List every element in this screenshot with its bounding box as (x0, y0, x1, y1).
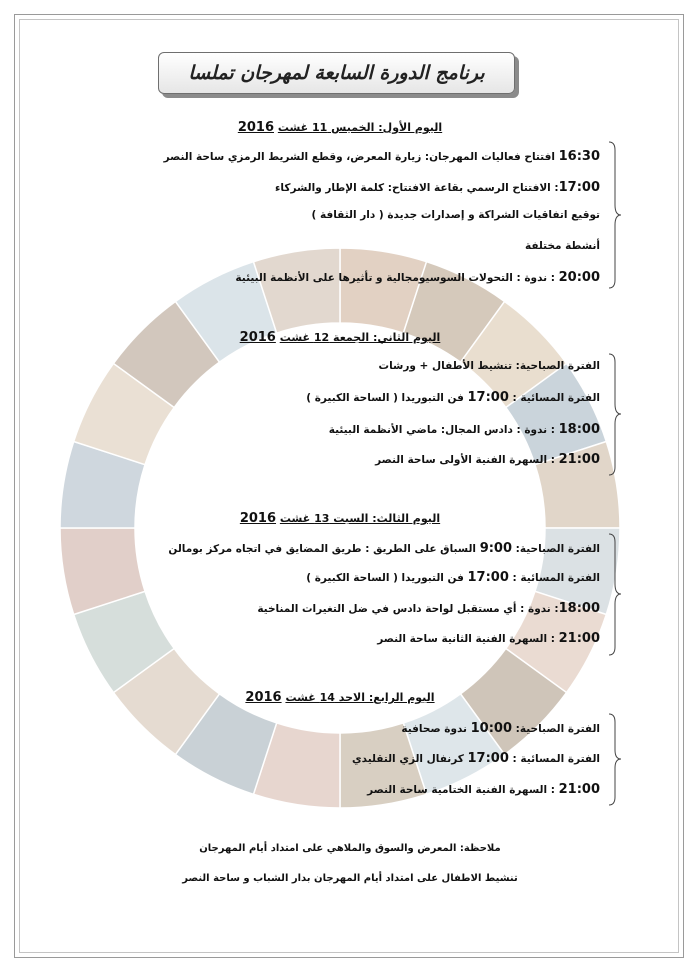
event-text: : ندوة : دادس المجال: ماضي الأنظمة البيئية (328, 424, 559, 436)
event-time: 17:00 (558, 180, 600, 195)
day-2-year: 2016 (239, 330, 276, 345)
event-text: ندوة صحافية (401, 723, 471, 735)
day-4-year: 2016 (245, 690, 282, 705)
event-text: كرنفال الزي التقليدي (352, 753, 468, 765)
day-4-heading-text: اليوم الرابع: الاحد 14 غشت (285, 691, 435, 704)
day-2-event-1 (379, 360, 600, 372)
event-time: 17:00 (467, 751, 509, 766)
day-1-event-1 (164, 149, 600, 164)
page-title: برنامج الدورة السابعة لمهرجان تملسا (188, 62, 485, 84)
day-1-event-4 (525, 240, 600, 252)
day-4-event-1 (401, 721, 600, 736)
event-time: 21:00 (558, 782, 600, 797)
event-text: : ندوة : أي مستقبل لواحة دادس في ضل التغيرات المناخية (257, 603, 559, 615)
day-3-event-2 (306, 570, 600, 585)
day-1-year: 2016 (237, 120, 274, 135)
event-text: أنشطة مختلفة (524, 240, 600, 252)
event-text: فن التبوريدا ( الساحة الكبيرة ) (306, 572, 468, 584)
day-3-event-4 (377, 631, 600, 646)
day-2-heading-text: اليوم الثاني: الجمعة 12 غشت (279, 331, 441, 344)
day-2-event-4 (375, 452, 600, 467)
day-2-heading (150, 330, 530, 345)
event-time: 20:00 (558, 270, 600, 285)
event-text: : ندوة : التحولات السوسيومجالية و تأثيرها على الأنظمة البيئية (235, 272, 559, 284)
title-banner (158, 52, 515, 94)
day-2-brace (605, 352, 625, 477)
event-time: 21:00 (558, 631, 600, 646)
day-1-heading-text: اليوم الأول: الخميس 11 غشت (277, 121, 443, 134)
day-2-event-3 (329, 422, 600, 437)
day-1-event-5 (235, 270, 600, 285)
event-time: 17:00 (467, 570, 509, 585)
day-3-year: 2016 (239, 511, 277, 526)
event-text: توقيع اتفاقيات الشراكة و إصدارات جديدة ( دار الثقافة ) (311, 209, 600, 221)
event-prefix: الفترة الصباحية: (512, 723, 600, 735)
event-prefix: الفترة المسائية : (508, 392, 600, 404)
day-1-event-3 (312, 209, 600, 221)
day-4-heading (150, 690, 530, 705)
event-text: : السهرة الفنية الختامية ساحة النصر (367, 784, 559, 796)
day-3-event-3 (257, 601, 600, 616)
day-3-event-1 (168, 541, 600, 556)
day-4-event-2 (352, 751, 600, 766)
day-4-brace (605, 712, 625, 807)
event-time: 18:00 (558, 601, 600, 616)
day-3-heading (150, 511, 530, 526)
event-time: 18:00 (558, 422, 600, 437)
event-text: افتتاح فعاليات المهرجان: زيارة المعرض، وقطع الشريط الرمزي ساحة النصر (163, 151, 559, 163)
event-time: 10:00 (470, 721, 513, 736)
event-text: الفترة الصباحية: تنشيط الأطفال + ورشات (378, 360, 600, 372)
day-2-event-2 (306, 390, 600, 405)
event-time: 16:30 (558, 149, 600, 164)
day-1-brace (605, 140, 625, 290)
event-time: 9:00 (479, 541, 513, 556)
day-1-event-2 (275, 180, 600, 195)
day-3-heading-text: اليوم الثالث: السبت 13 غشت (279, 512, 441, 525)
event-text: : السهرة الفنية الأولى ساحة النصر (375, 454, 559, 466)
event-text: فن التبوريدا ( الساحة الكبيرة ) (306, 392, 468, 404)
note-1: ملاحظة: المعرض والسوق والملاهي على امتداد أيام المهرجان (199, 843, 501, 854)
event-text: : السهرة الفنية الثانية ساحة النصر (377, 633, 559, 645)
event-time: 17:00 (467, 390, 509, 405)
day-4-event-3 (367, 782, 600, 797)
note-2: تنشيط الاطفال على امتداد أيام المهرجان بدار الشباب و ساحة النصر (182, 873, 518, 884)
event-prefix: الفترة المسائية : (508, 753, 600, 765)
event-prefix: الفترة الصباحية: (512, 543, 600, 555)
event-text: : الافتتاح الرسمي بقاعة الافتتاح: كلمة الإطار والشركاء (275, 182, 559, 194)
event-prefix: الفترة المسائية : (508, 572, 600, 584)
event-text: السباق على الطريق : طريق المضايق في اتجاه مركز بومالن (168, 543, 480, 555)
day-1-heading (150, 120, 530, 135)
event-time: 21:00 (558, 452, 600, 467)
day-3-brace (605, 532, 625, 657)
